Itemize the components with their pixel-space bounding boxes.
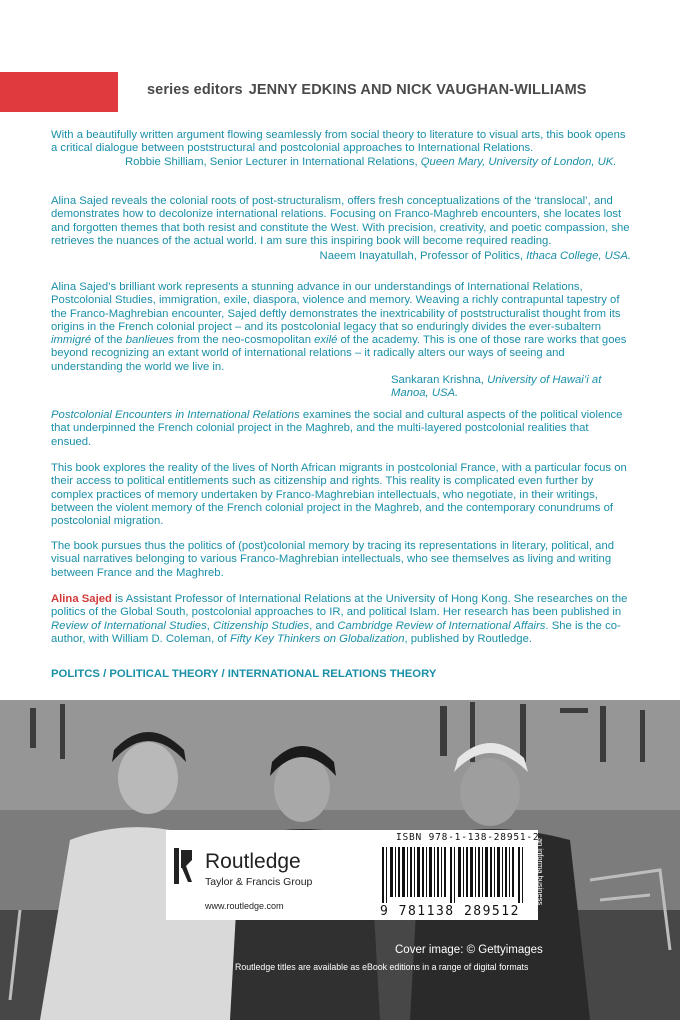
barcode-icon bbox=[380, 847, 530, 903]
endorsement-1-name: Robbie Shilliam, Senior Lecturer in International Relations, bbox=[125, 155, 421, 168]
journal-3: Cambridge Review of International Affairs bbox=[337, 619, 546, 632]
endorsement-2 bbox=[51, 195, 631, 263]
description-p2: This book explores the reality of the lives of North African migrants in postcolonial France, with a particular focus on their access to political entitlements such as citizenship and rights. This reality is complicated even further by complex practices of memory undertaken by Franco-Maghrebian intellectuals, who negotiate, in their writings, between the violent memory of the French colonial project in the Maghreb, and the contemporary conundrums of postcolonial migration. bbox=[51, 462, 627, 528]
endorsement-3-em-exile: exilé bbox=[314, 334, 338, 347]
description-p1 bbox=[51, 409, 631, 449]
endorsement-2-name: Naeem Inayatullah, Professor of Politics, bbox=[319, 250, 527, 263]
ebook-availability-note: Routledge titles are available as eBook editions in a range of digital formats bbox=[235, 962, 529, 972]
endorsement-3-attribution bbox=[51, 374, 631, 401]
description-paragraph-1 bbox=[51, 409, 631, 449]
endorsement-3-name: Sankaran Krishna, bbox=[391, 374, 488, 387]
endorsement-1 bbox=[51, 129, 631, 169]
publisher-url: www.routledge.com bbox=[205, 901, 284, 911]
endorsement-2-attribution bbox=[320, 250, 631, 263]
endorsement-3-affiliation: University of Hawai’i at Manoa, USA. bbox=[391, 374, 602, 400]
series-editors-prefix: series editors bbox=[147, 82, 243, 98]
journal-1: Review of International Studies bbox=[51, 619, 207, 632]
journal-2: Citizenship Studies bbox=[213, 619, 310, 632]
author-bio-a: is Assistant Professor of International Relations at the University of Hong Kong. She researches on the politics of the Global South, postcolonial approaches to IR, and political Islam. Her research has been published in bbox=[51, 593, 628, 619]
description-paragraph-2 bbox=[51, 462, 631, 528]
endorsement-1-affiliation: Queen Mary, University of London, UK. bbox=[420, 155, 617, 168]
barcode-digits: 9 781138 289512 bbox=[380, 904, 520, 919]
endorsement-2-body: Alina Sajed reveals the colonial roots of post-structuralism, offers fresh conceptualizations of the ‘translocal’, and demonstrates how to decolonize international relations. Focusing on Franco-Maghreb encounters, she locates lost and forgotten themes that both resist and constitute the West. With precision, creativity, and poetic compassion, she retrieves the nuances of the actual world. I am sure this inspiring book will become required reading. bbox=[51, 195, 630, 247]
author-bio-b: . She is the co-author, with William D. Coleman, of bbox=[51, 619, 621, 645]
series-editors-line bbox=[147, 82, 587, 98]
author-sep-2: , and bbox=[309, 619, 338, 632]
endorsement-3-text-b: of the bbox=[91, 334, 126, 347]
author-name: Alina Sajed bbox=[51, 593, 112, 605]
routledge-logo-icon bbox=[172, 846, 194, 886]
endorsement-3-text bbox=[51, 281, 631, 374]
publisher-name: Routledge bbox=[205, 850, 301, 873]
endorsement-2-text bbox=[51, 195, 631, 263]
publisher-group: Taylor & Francis Group bbox=[205, 876, 313, 888]
endorsement-1-attribution bbox=[51, 156, 631, 169]
endorsement-3-text-d: of the academy. This is one of those rare works that goes beyond recognizing an extant world of international relations – it radically alters our ways of seeing and understanding the world we live in. bbox=[51, 334, 627, 373]
cover-image-credit: Cover image: © Gettyimages bbox=[395, 944, 543, 956]
photo-upper-wall bbox=[0, 700, 680, 810]
author-sep-1: , bbox=[206, 619, 214, 632]
description-p3: The book pursues thus the politics of (post)colonial memory by tracing its representations in literary, political, and visual narratives belonging to various Franco-Maghrebian intellectuals, who see themselves as living and writing between France and the Maghreb. bbox=[51, 540, 615, 579]
book-title: Postcolonial Encounters in International Relations bbox=[51, 409, 300, 421]
endorsement-2-affiliation: Ithaca College, USA. bbox=[526, 250, 631, 263]
endorsement-3 bbox=[51, 281, 631, 401]
endorsement-3-text-a: Alina Sajed’s brilliant work represents a stunning advance in our understandings of International Relations, Postcolonial Studies, immigration, exile, diaspora, violence and memory. Weaving a richly contrapuntal tapestry of the Franco-Maghrebian encounter, Sajed deftly demonstrates the inextricability of poststructuralist thought from its origins in the French colonial project – and its postcolonial legacy that so enduringly divides the ever-subaltern bbox=[51, 281, 621, 333]
description-paragraph-3 bbox=[51, 540, 631, 580]
red-accent-bar bbox=[0, 72, 118, 112]
endorsement-1-text: With a beautifully written argument flowing seamlessly from social theory to literature to visual arts, this book opens a critical dialogue between poststructural and postcolonial approaches to International Relations. bbox=[51, 129, 626, 155]
series-editors-names: JENNY EDKINS AND NICK VAUGHAN-WILLIAMS bbox=[248, 82, 587, 98]
isbn-label: ISBN 978-1-138-28951-2 bbox=[396, 832, 540, 843]
endorsement-3-text-c: from the neo-cosmopolitan bbox=[174, 334, 315, 347]
informa-business-label: an informa business bbox=[536, 838, 545, 906]
subject-categories: POLITCS / POLITICAL THEORY / INTERNATIONAL RELATIONS THEORY bbox=[51, 668, 437, 680]
author-bio bbox=[51, 593, 631, 646]
author-bio-c: , published by Routledge. bbox=[404, 632, 532, 645]
coauthored-book: Fifty Key Thinkers on Globalization bbox=[229, 632, 405, 645]
author-bio-text bbox=[51, 593, 631, 646]
description-p1-rest: examines the social and cultural aspects of the political violence that underpinned the French colonial project in the Maghreb, and the multi-layered postcolonial realities that ensued. bbox=[51, 409, 623, 448]
endorsement-3-em-banlieues: banlieues bbox=[125, 334, 175, 347]
endorsement-3-em-immigre: immigré bbox=[51, 334, 92, 347]
